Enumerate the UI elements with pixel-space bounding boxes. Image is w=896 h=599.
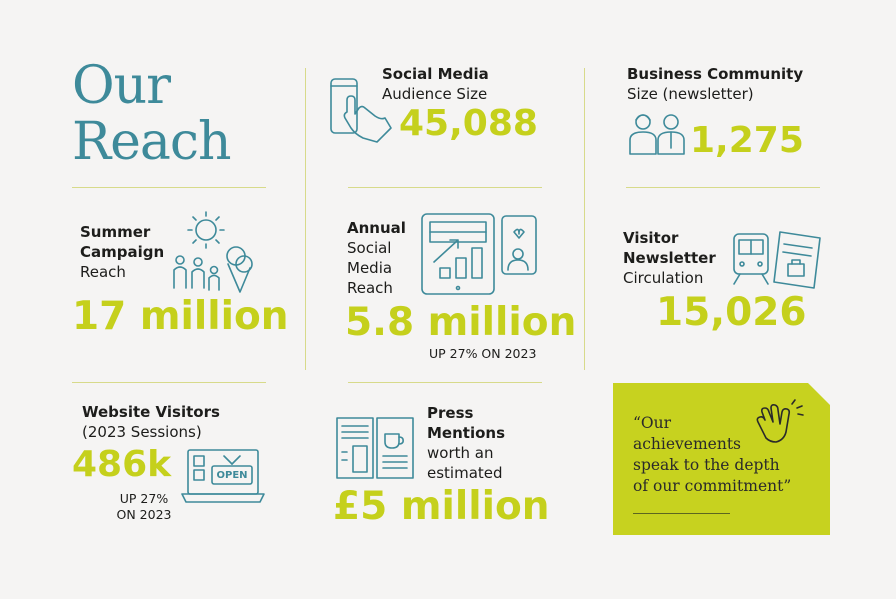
social-label bbox=[382, 64, 489, 104]
title-line-1: Our bbox=[72, 56, 170, 116]
annual-note: UP 27% ON 2023 bbox=[429, 346, 537, 361]
social-label-sub: Audience Size bbox=[382, 85, 488, 103]
tablet-growth-icon bbox=[418, 210, 542, 300]
annual-label-line1: Annual bbox=[347, 219, 406, 237]
summer-label-line2: Campaign bbox=[80, 243, 165, 261]
annual-label-line3: Media bbox=[347, 259, 393, 277]
sun-family-icecream-icon bbox=[170, 208, 256, 296]
business-label bbox=[627, 64, 803, 104]
summer-label-line1: Summer bbox=[80, 223, 151, 241]
quote-line3: speak to the depth bbox=[633, 456, 780, 474]
page-title bbox=[72, 58, 292, 170]
annual-label-line2: Social bbox=[347, 239, 392, 257]
press-label-line1: Press bbox=[427, 404, 474, 422]
annual-label-line4: Reach bbox=[347, 279, 393, 297]
visitor-newsletter-line1: Visitor bbox=[623, 229, 679, 247]
press-value: £5 million bbox=[333, 484, 550, 529]
divider-row1-col1 bbox=[72, 187, 266, 188]
website-value: 486k bbox=[72, 444, 172, 485]
quote-line4: of our commitment” bbox=[633, 477, 792, 495]
press-label-line2: Mentions bbox=[427, 424, 506, 442]
quote-line2: achievements bbox=[633, 435, 742, 453]
newspaper-icon bbox=[333, 412, 417, 484]
social-label-bold: Social Media bbox=[382, 65, 489, 83]
summer-value: 17 million bbox=[72, 294, 289, 339]
visitor-newsletter-value: 15,026 bbox=[656, 290, 807, 335]
title-line-2: Reach bbox=[72, 112, 231, 172]
quote-line1: “Our bbox=[633, 414, 672, 432]
social-value: 45,088 bbox=[399, 103, 538, 144]
divider-row1-col2 bbox=[348, 187, 542, 188]
open-sign-text: OPEN bbox=[216, 470, 248, 481]
divider-vertical-1 bbox=[305, 68, 306, 370]
divider-row1-col3 bbox=[626, 187, 820, 188]
press-label bbox=[427, 403, 505, 483]
divider-row2-col1 bbox=[72, 382, 266, 383]
visitor-newsletter-line3: Circulation bbox=[623, 269, 704, 287]
website-label-bold: Website Visitors bbox=[82, 403, 220, 421]
website-note-line1: UP 27% bbox=[119, 491, 169, 506]
annual-label bbox=[347, 218, 406, 298]
quote-text bbox=[633, 413, 823, 497]
press-label-line4: estimated bbox=[427, 464, 503, 482]
annual-value: 5.8 million bbox=[345, 300, 577, 345]
quote-underline bbox=[633, 513, 730, 514]
website-note-line2: ON 2023 bbox=[116, 507, 172, 522]
business-label-sub: Size (newsletter) bbox=[627, 85, 754, 103]
visitor-newsletter-label bbox=[623, 228, 716, 288]
divider-vertical-2 bbox=[584, 68, 585, 370]
website-label bbox=[82, 402, 220, 442]
visitor-newsletter-line2: Newsletter bbox=[623, 249, 716, 267]
website-note bbox=[108, 491, 180, 523]
train-document-icon bbox=[730, 228, 826, 292]
website-label-sub: (2023 Sessions) bbox=[82, 423, 202, 441]
press-label-line3: worth an bbox=[427, 444, 494, 462]
summer-label-line3: Reach bbox=[80, 263, 126, 281]
business-value: 1,275 bbox=[690, 120, 804, 161]
business-label-bold: Business Community bbox=[627, 65, 804, 83]
summer-label bbox=[80, 222, 164, 282]
business-people-icon bbox=[627, 110, 687, 158]
divider-row2-col2 bbox=[348, 382, 542, 383]
